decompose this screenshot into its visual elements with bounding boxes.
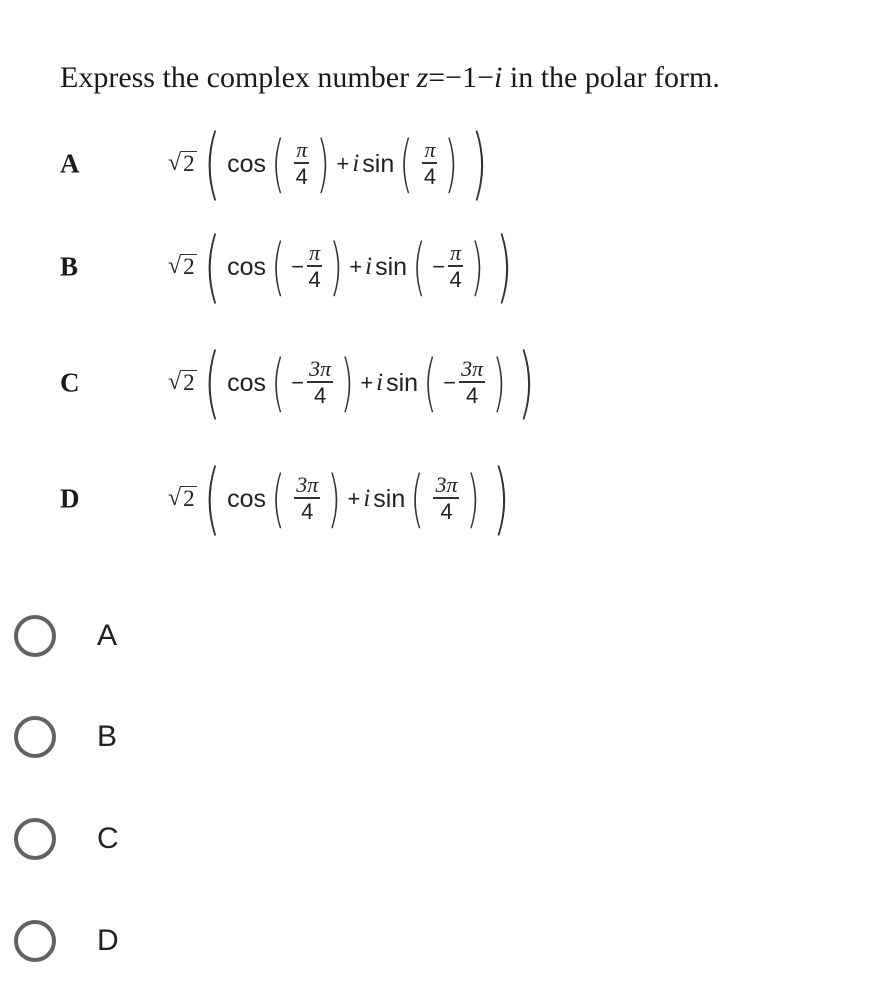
fraction-numerator: 3π [435,472,458,498]
cos-label: cos [227,252,267,281]
imaginary-unit: i [352,150,360,177]
option-a [60,119,760,209]
radicand: 2 [183,254,195,280]
plus-sign: + [360,370,374,395]
fraction-denominator: 4 [449,266,462,292]
fraction-numerator: π [424,137,436,163]
option-expression [168,338,542,428]
imaginary-unit: i [376,369,384,396]
sin-label: sin [362,149,395,178]
cos-fraction [294,473,320,525]
cos-label: cos [227,368,267,397]
radicand: 2 [183,486,195,512]
z-variable: z [416,61,429,94]
radio-button-icon[interactable] [14,818,56,860]
open-paren: ( [203,119,221,209]
sqrt-term: √ 2 [168,253,195,280]
open-paren: ( [203,338,221,428]
imaginary-unit: i [365,253,373,280]
sin-sign: − [443,370,457,395]
close-paren: ) [340,346,354,419]
sqrt-term: √ 2 [168,150,195,177]
imaginary-unit: i [363,485,371,512]
open-paren: ( [423,346,437,419]
cos-sign: − [291,254,305,279]
close-paren: ) [316,127,331,200]
cos-sign: − [291,370,305,395]
option-expression [168,119,494,209]
fraction-denominator: 4 [423,163,437,189]
open-paren: ( [399,127,413,200]
sqrt-term: √ 2 [168,485,195,512]
fraction-numerator: 3π [296,472,319,498]
close-paren: ) [444,127,459,200]
option-d [60,454,760,544]
fraction-numerator: π [450,240,462,266]
cos-fraction [307,357,333,409]
fraction-denominator: 4 [301,498,314,524]
sin-label: sin [375,252,408,281]
option-letter: A [60,148,80,179]
open-paren: ( [271,346,285,419]
open-paren: ( [271,127,285,200]
fraction-numerator: π [309,240,321,266]
sin-fraction [448,241,463,293]
open-paren: ( [410,462,424,535]
radio-button-icon[interactable] [14,716,56,758]
option-letter: C [60,367,80,398]
sin-label: sin [373,484,406,513]
plus-sign: + [336,151,350,176]
radio-label[interactable]: A [97,619,118,652]
radio-button-icon[interactable] [14,615,56,657]
option-expression [168,222,520,312]
radio-option-b[interactable] [14,709,314,765]
sin-fraction [422,138,437,190]
option-c [60,338,760,428]
option-letter: D [60,483,80,514]
fraction-numerator: 3π [309,356,332,382]
option-b [60,222,760,312]
open-paren: ( [271,462,285,535]
cos-label: cos [227,149,267,178]
close-paren: ) [470,230,484,303]
cos-fraction [294,138,309,190]
radio-label[interactable]: B [97,720,118,753]
close-paren: ) [327,462,342,535]
question-equation: =−1− [428,61,495,94]
close-paren: ) [496,222,513,312]
open-paren: ( [271,230,285,303]
sin-sign: − [432,254,446,279]
close-paren: ) [492,346,506,419]
cos-fraction [307,241,322,293]
question-text [60,58,720,98]
open-paren: ( [203,454,221,544]
option-expression [168,454,516,544]
sqrt-term: √ 2 [168,369,195,396]
plus-sign: + [347,486,361,511]
fraction-numerator: 3π [461,356,484,382]
radio-label[interactable]: C [97,822,119,855]
question-suffix: in the polar form. [509,61,720,94]
cos-label: cos [227,484,267,513]
open-paren: ( [203,222,221,312]
option-letter: B [60,251,79,282]
fraction-denominator: 4 [313,382,327,408]
close-paren: ) [492,454,510,544]
fraction-denominator: 4 [440,498,453,524]
close-paren: ) [329,230,343,303]
fraction-denominator: 4 [466,382,479,408]
question-prefix: Express the complex number [60,61,410,94]
i-variable: i [494,61,503,94]
plus-sign: + [349,254,363,279]
close-paren: ) [470,119,488,209]
fraction-numerator: π [296,137,308,163]
sin-fraction [433,473,459,525]
sin-fraction [459,357,485,409]
radio-option-a[interactable] [14,608,314,664]
close-paren: ) [518,338,535,428]
radicand: 2 [183,370,195,396]
fraction-denominator: 4 [308,266,321,292]
radio-option-d[interactable] [14,913,314,969]
radio-option-c[interactable] [14,811,314,867]
radio-label[interactable]: D [97,924,119,957]
radicand: 2 [183,151,195,177]
radio-button-icon[interactable] [14,920,56,962]
close-paren: ) [466,462,481,535]
sin-label: sin [386,368,419,397]
fraction-denominator: 4 [295,163,308,189]
open-paren: ( [412,230,426,303]
